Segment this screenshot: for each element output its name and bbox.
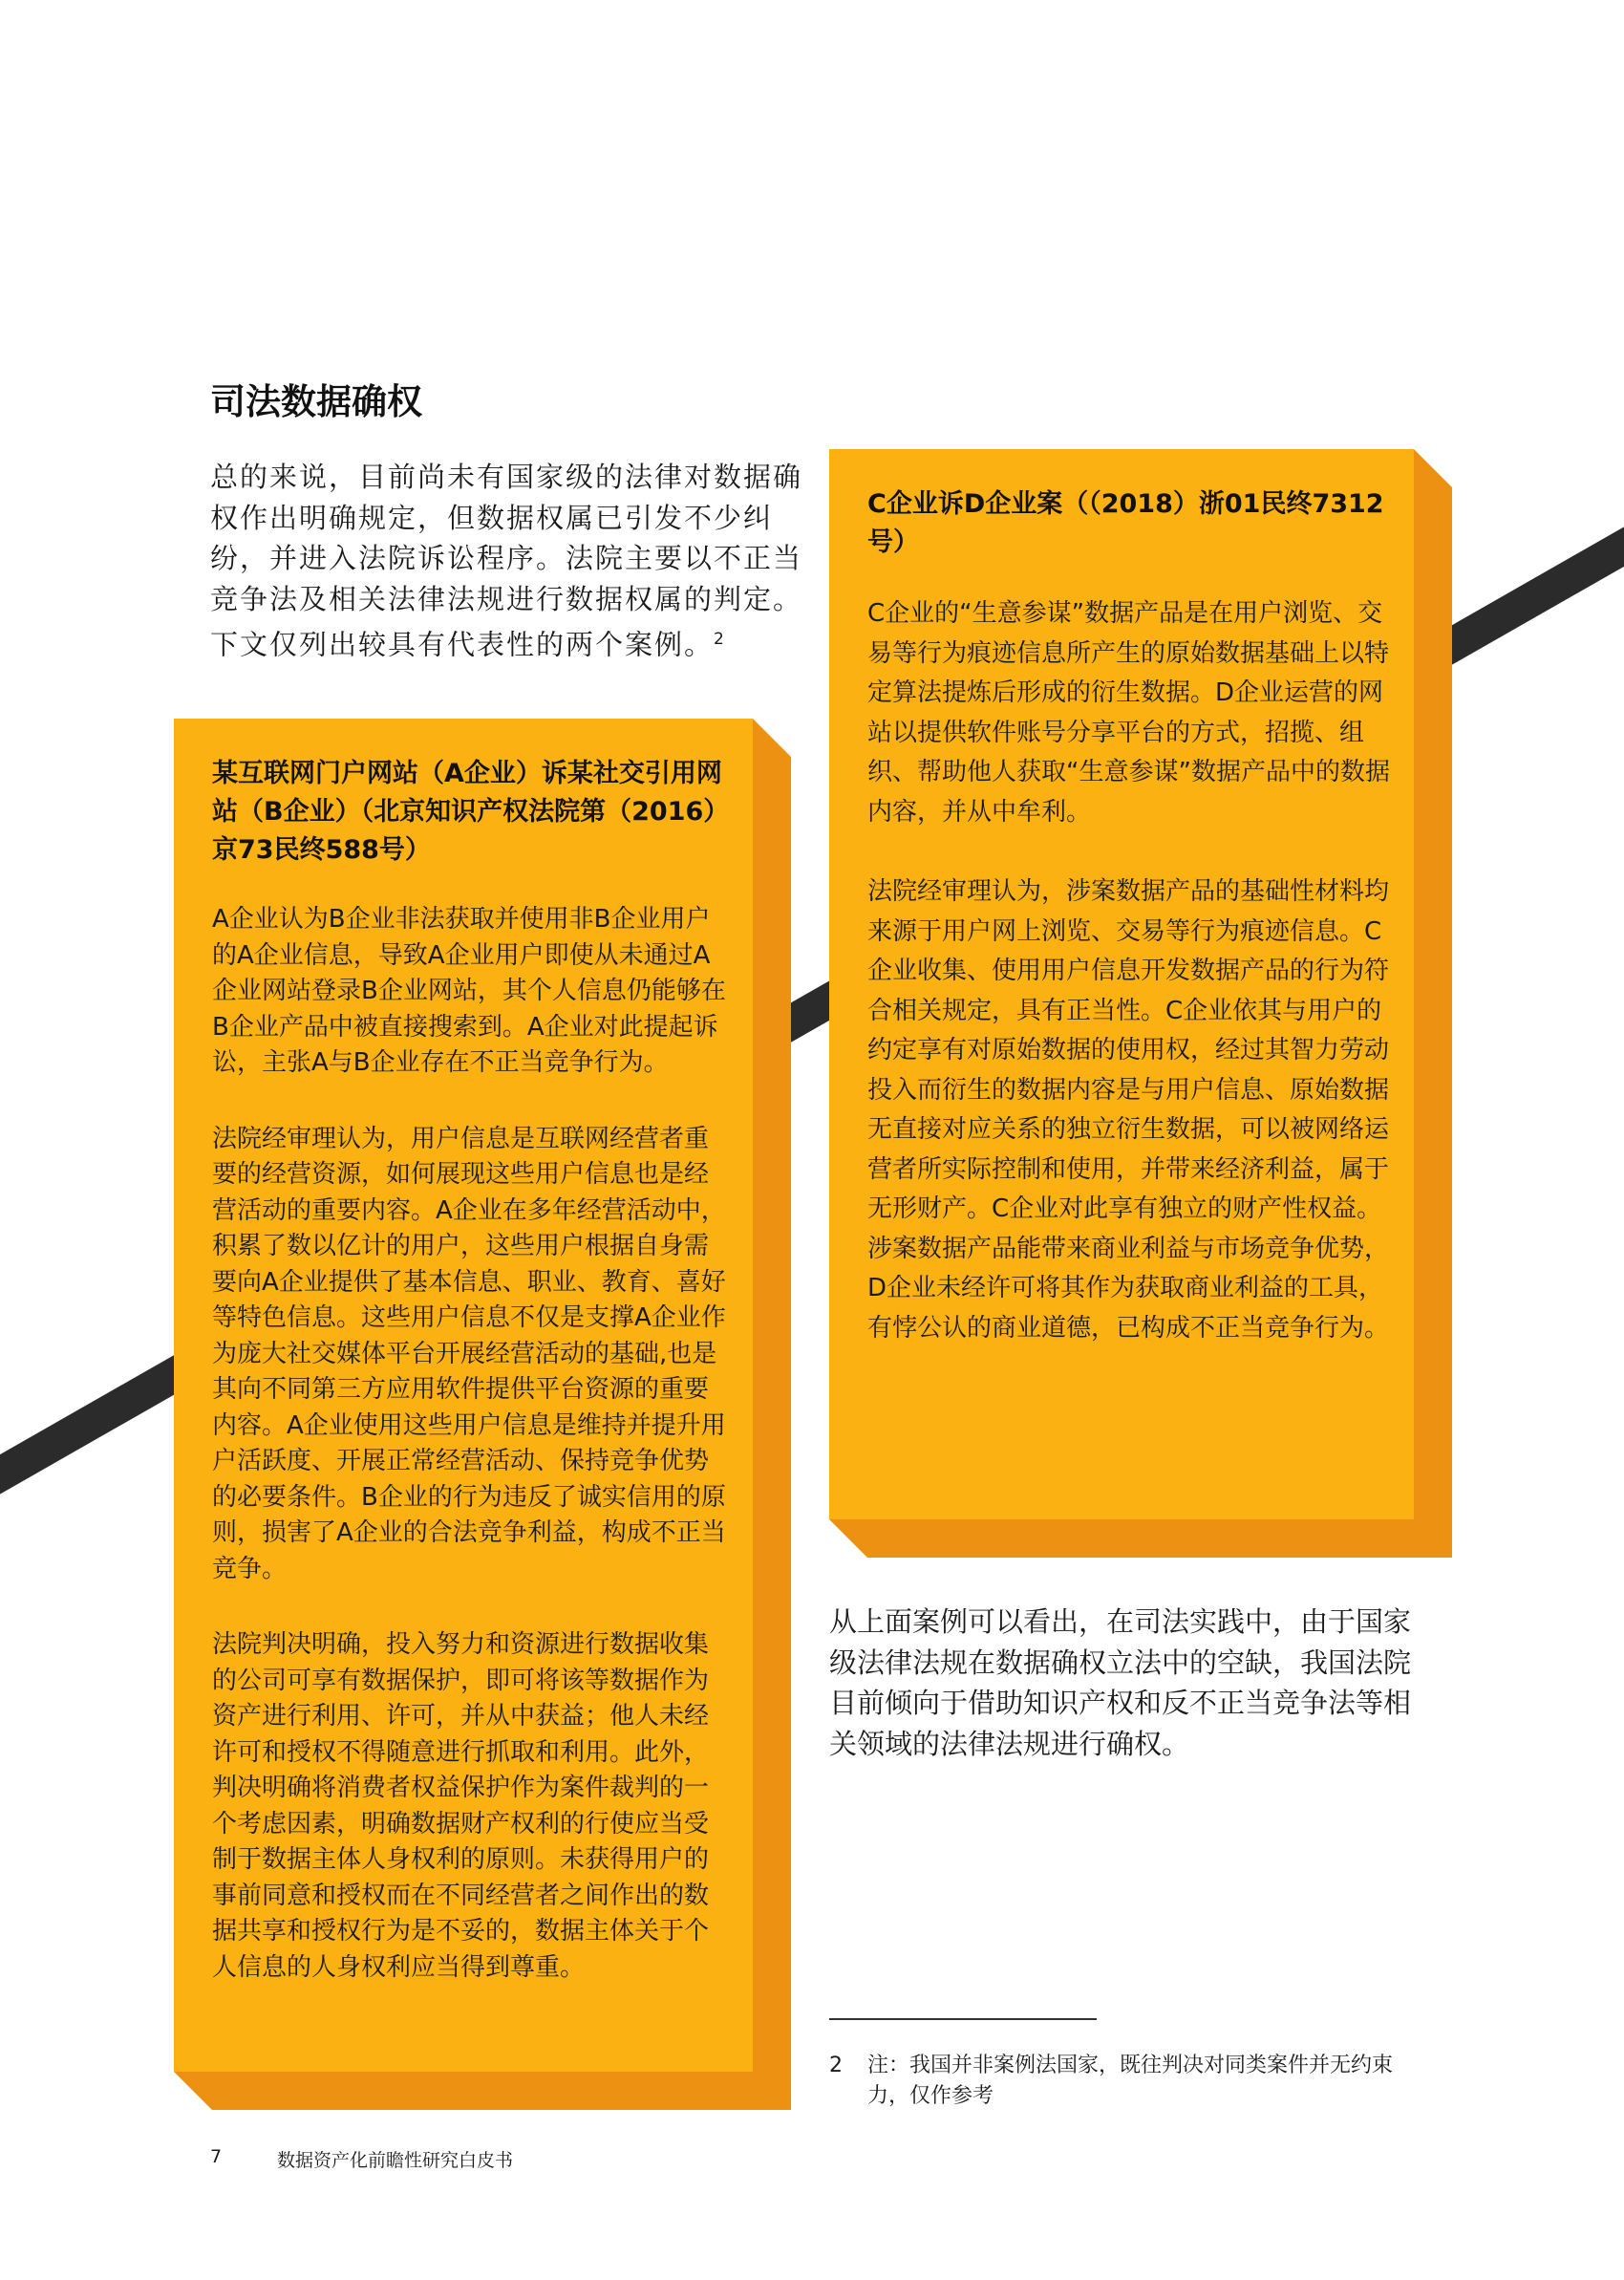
case-paragraph: C企业的“生意参谋”数据产品是在用户浏览、交易等行为痕迹信息所产生的原始数据基础上以特定算法提炼后形成的衍生数据。D企业运营的网站以提供软件账号分享平台的方式，招揽、组织、帮助他人获取“生意参谋”数据产品中的数据内容，并从中牟利。 (867, 599, 1390, 827)
case-card-left (174, 719, 791, 2110)
footnote (829, 2051, 1421, 2112)
case-paragraph: 法院经审理认为，用户信息是互联网经营者重要的经营资源，如何展现这些用户信息也是经营活动的重要内容。A企业在多年经营活动中，积累了数以亿计的用户，这些用户根据自身需要向A企业提供了基本信息、职业、教育、喜好等特色信息。这些用户信息不仅是支撑A企业作为庞大社交媒体平台开展经营活动的基础,也是其向不同第三方应用软件提供平台资源的重要内容。A企业使用这些用户信息是维持并提升用户活跃度、开展正常经营活动、保持竞争优势的必要条件。B企业的行为违反了诚实信用的原则，损害了A企业的合法竞争利益，构成不正当竞争。 (212, 1124, 726, 1583)
case-paragraph: A企业认为B企业非法获取并使用非B企业用户的A企业信息，导致A企业用户即使从未通过A企业网站登录B企业网站，其个人信息仍能够在B企业产品中被直接搜索到。A企业对此提起诉讼，主张A与B企业存在不正当竞争行为。 (212, 905, 726, 1077)
case-title: 某互联网门户网站（A企业）诉某社交引用网站（B企业）（北京知识产权法院第（2016）京73民终588号） (212, 759, 722, 865)
section-title: 司法数据确权 (210, 381, 422, 422)
case-title: C企业诉D企业案（（2018）浙01民终7312号） (867, 489, 1384, 557)
case-paragraph: 法院经审理认为，涉案数据产品的基础性材料均来源于用户网上浏览、交易等行为痕迹信息。C企业收集、使用用户信息开发数据产品的行为符合相关规定，具有正当性。C企业依其与用户的约定享有对原始数据的使用权，经过其智力劳动投入而衍生的数据内容是与用户信息、原始数据无直接对应关系的独立衍生数据，可以被网络运营者所实际控制和使用，并带来经济利益，属于无形财产。C企业对此享有独立的财产性权益。涉案数据产品能带来商业利益与市场竞争优势，D企业未经许可将其作为获取商业利益的工具，有悖公认的商业道德，已构成不正当竞争行为。 (867, 877, 1390, 1343)
card-shadow-side (1414, 449, 1452, 1558)
case-paragraph: 法院判决明确，投入努力和资源进行数据收集的公司可享有数据保护，即可将该等数据作为资产进行利用、许可，并从中获益；他人未经许可和授权不得随意进行抓取和利用。此外，判决明确将消费者权益保护作为案件裁判的一个考虑因素，明确数据财产权利的行使应当受制于数据主体人身权利的原则。未获得用户的事前同意和授权而在不同经营者之间作出的数据共享和授权行为是不妥的，数据主体关于个人信息的人身权利应当得到尊重。 (212, 1630, 710, 1982)
card-shadow-bottom (829, 1519, 1452, 1558)
footnote-reference: 2 (714, 630, 726, 649)
card-shadow-bottom (174, 2072, 791, 2110)
case-card-right (829, 449, 1452, 1558)
case-card-content (867, 485, 1391, 1388)
card-shadow-side (753, 719, 791, 2110)
footnote-text: 注：我国并非案例法国家，既往判决对同类案件并无约束力，仅作参考 (867, 2054, 1394, 2108)
intro-text: 总的来说，目前尚未有国家级的法律对数据确权作出明确规定，但数据权属已引发不少纠纷，并进入法院诉讼程序。法院主要以不正当竞争法及相关法律法规进行数据权属的判定。下文仅列出较具有代表性的两个案例。 (210, 461, 803, 661)
intro-paragraph (210, 457, 802, 665)
footnote-number: 2 (829, 2054, 843, 2077)
case-card-content (212, 755, 728, 2026)
document-title: 数据资产化前瞻性研究白皮书 (277, 2150, 514, 2171)
page-number: 7 (210, 2146, 223, 2167)
footnote-divider (829, 2018, 1097, 2020)
conclusion-paragraph: 从上面案例可以看出，在司法实践中，由于国家级法律法规在数据确权立法中的空缺，我国法院目前倾向于借助知识产权和反不正当竞争法等相关领域的法律法规进行确权。 (829, 1605, 1412, 1760)
